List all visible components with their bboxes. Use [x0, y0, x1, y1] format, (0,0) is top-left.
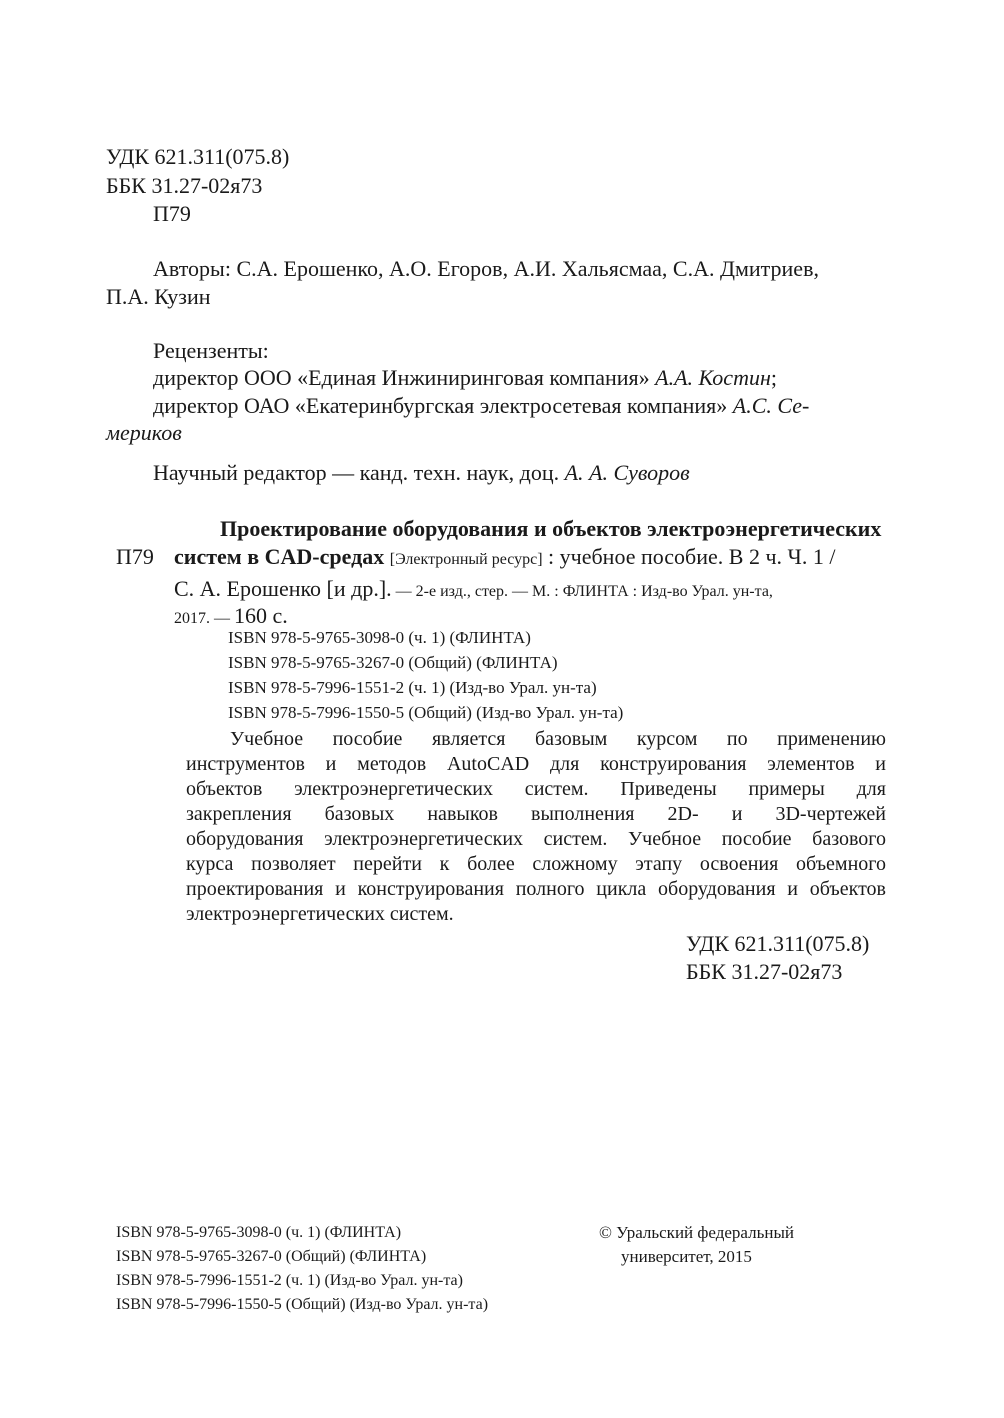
author-mark: П79: [153, 201, 191, 226]
entry-isbn: ISBN 978-5-9765-3267-0 (Общий) (ФЛИНТА): [228, 653, 558, 672]
reviewer-1-text: директор ООО «Единая Инжиниринговая компания»: [153, 365, 656, 390]
bbk-code: ББК 31.27-02я73: [106, 173, 263, 198]
entry-isbn: ISBN 978-5-7996-1550-5 (Общий) (Изд-во Урал. ун-та): [228, 703, 624, 722]
entry-resource: [Электронный ресурс]: [389, 551, 543, 568]
entry-edition: — 2-е изд., стер. — М. :: [391, 583, 563, 600]
reviewer-1-name: А.А. Костин: [655, 365, 771, 390]
authors-line-1: [153, 255, 885, 283]
abstract-line: объектов электроэнергетических систем. Приведены примеры для: [186, 778, 886, 800]
abstract-line: оборудования электроэнергетических систем. Учебное пособие базового: [186, 828, 886, 850]
entry-title-line-2: [174, 543, 835, 574]
entry-title-cont: систем в CAD-средах: [174, 544, 385, 569]
abstract-line: проектирования и конструирования полного цикла оборудования и объектов: [186, 878, 886, 900]
entry-title-line-1: Проектирование оборудования и объектов электроэнергетических: [220, 516, 882, 541]
authors-text: Авторы: С.А. Ерошенко, А.О. Егоров, А.И. Хальясмаа, С.А. Дмитриев,: [153, 256, 819, 281]
entry-pages: 160 с.: [234, 603, 288, 628]
footer-isbn: ISBN 978-5-9765-3267-0 (Общий) (ФЛИНТА): [116, 1248, 427, 1265]
entry-udk: УДК 621.311(075.8): [686, 931, 870, 956]
reviewer-2: [153, 392, 809, 420]
copyright-line-1: © Уральский федеральный: [599, 1223, 794, 1242]
entry-publisher-2: : Изд-во Урал. ун-та,: [628, 583, 773, 600]
entry-publisher: ФЛИНТА: [562, 583, 629, 600]
footer-isbn: ISBN 978-5-7996-1551-2 (ч. 1) (Изд-во Урал. ун-та): [116, 1272, 463, 1289]
editor-name: А. А. Суворов: [564, 460, 690, 485]
entry-isbn: ISBN 978-5-9765-3098-0 (ч. 1) (ФЛИНТА): [228, 628, 531, 647]
reviewer-1: [153, 364, 777, 392]
reviewer-2-name: А.С. Се-: [732, 393, 810, 418]
scientific-editor: [153, 459, 690, 487]
abstract-line: Учебное пособие является базовым курсом по применению: [230, 728, 886, 750]
copyright-line-2: университет, 2015: [621, 1247, 752, 1266]
footer-isbn: ISBN 978-5-9765-3098-0 (ч. 1) (ФЛИНТА): [116, 1224, 402, 1241]
abstract-line: курса позволяет перейти к более сложному этапу освоения объемного: [186, 853, 886, 875]
entry-year: 2017. —: [174, 610, 234, 627]
entry-code: П79: [116, 544, 154, 569]
entry-description: : учебное пособие. В 2 ч. Ч. 1 /: [548, 544, 836, 569]
abstract-line: закрепления базовых навыков выполнения 2D- и 3D-чертежей: [186, 803, 886, 825]
abstract-line: инструментов и методов AutoCAD для конструирования элементов и: [186, 753, 886, 775]
reviewer-2-name-cont: мериков: [106, 420, 182, 445]
authors-line-2: П.А. Кузин: [106, 284, 211, 309]
entry-bbk: ББК 31.27-02я73: [686, 959, 843, 984]
reviewers-heading: Рецензенты:: [153, 338, 269, 363]
editor-text: Научный редактор — канд. техн. наук, доц.: [153, 460, 565, 485]
udk-code: УДК 621.311(075.8): [106, 144, 290, 169]
entry-authors: С. А. Ерошенко [и др.].: [174, 576, 392, 601]
abstract-line: электроэнергетических систем.: [186, 903, 454, 925]
entry-isbn: ISBN 978-5-7996-1551-2 (ч. 1) (Изд-во Урал. ун-та): [228, 678, 597, 697]
footer-isbn: ISBN 978-5-7996-1550-5 (Общий) (Изд-во Урал. ун-та): [116, 1296, 489, 1313]
reviewer-1-end: ;: [770, 365, 777, 390]
reviewer-2-text: директор ОАО «Екатеринбургская электросетевая компания»: [153, 393, 733, 418]
